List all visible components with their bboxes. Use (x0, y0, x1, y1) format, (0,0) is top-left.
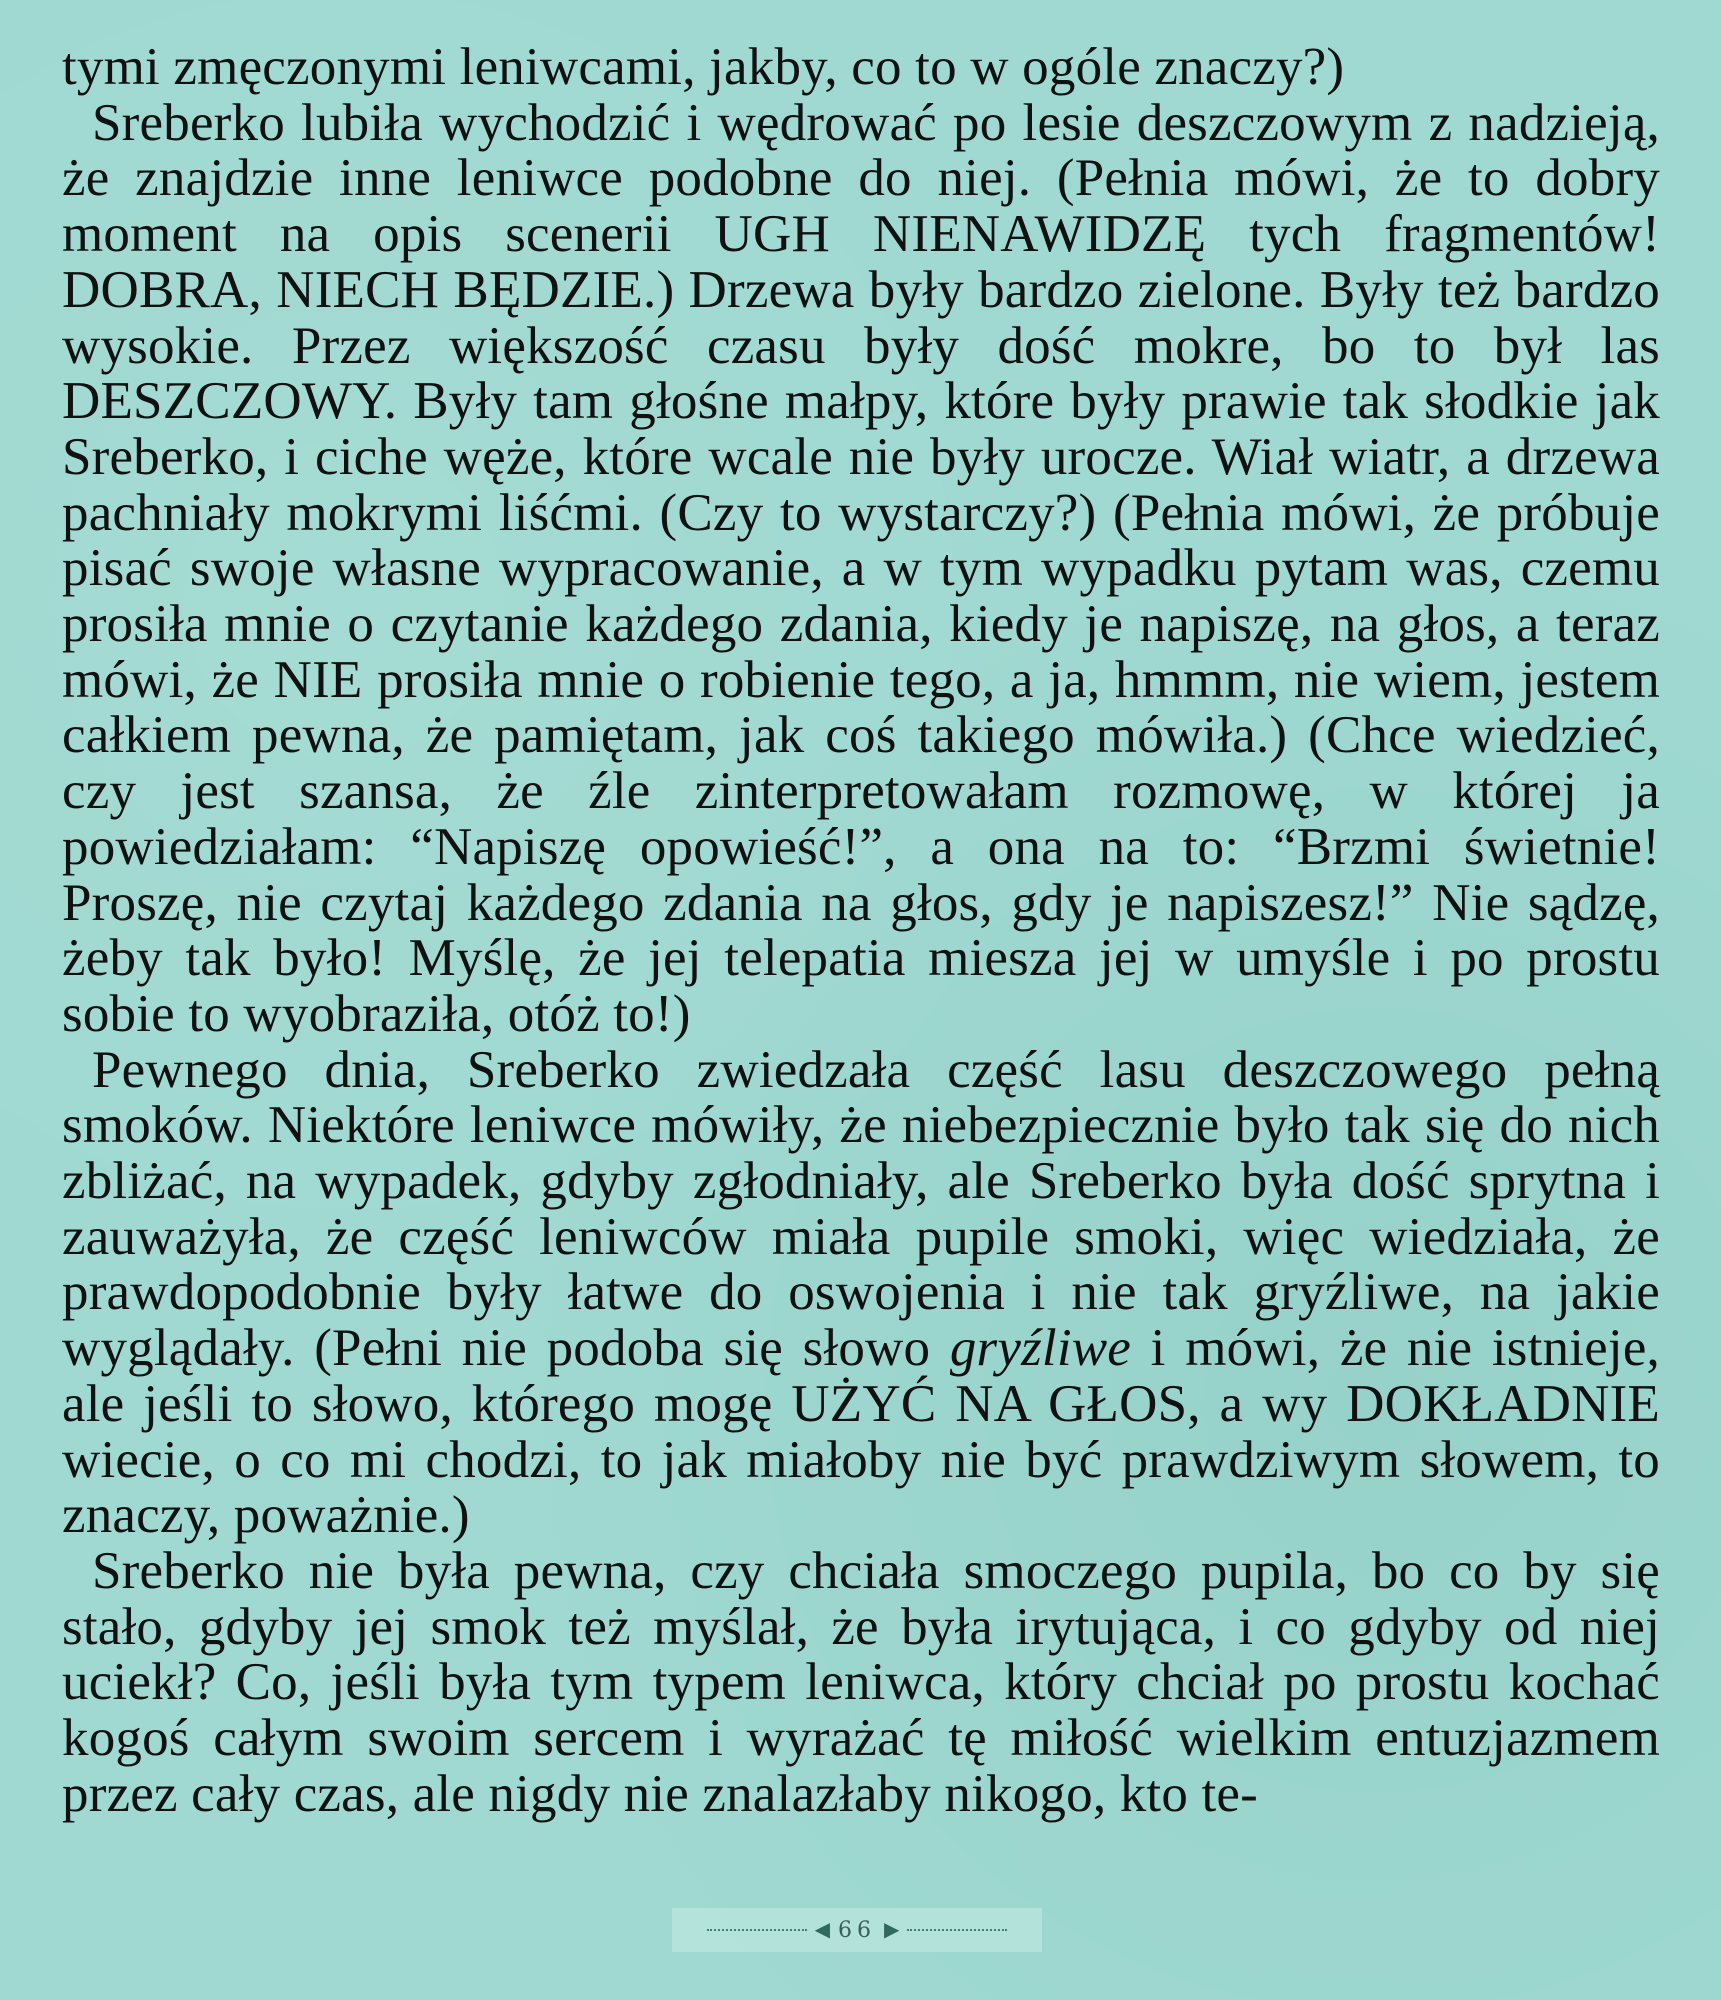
italic-word: gryźliwe (949, 1319, 1132, 1378)
paragraph-continuation: tymi zmęczonymi leniwcami, jakby, co to w ogóle znaczy?) (62, 38, 1345, 96)
paragraph-dragons-text-2: i mówi, że nie istnieje, ale jeśli to słowo, którego mogę UŻYĆ NA GŁOS, a wy DOKŁADNIE wiecie, o co mi chodzi, to jak miałoby nie być prawdziwym słowem, to znaczy, poważnie.) (62, 1319, 1660, 1545)
ornament-arrow-left-icon: ◀ (814, 1919, 830, 1941)
footer-rule-right (907, 1929, 1007, 1931)
paragraph-dragons (62, 1040, 1660, 1545)
ornament-arrow-right-icon: ▶ (884, 1919, 900, 1941)
footer-rule-left (707, 1929, 807, 1931)
paragraph-rainforest: Sreberko lubiła wychodzić i wędrować po lesie deszczowym z nadzieją, że znajdzie inne leniwce podobne do niej. (Pełnia mówi, że to dobry moment na opis scenerii UGH NIENAWIDZĘ tych fragmentów! DOBRA, NIECH BĘDZIE.) Drzewa były bardzo zielone. Były też bardzo wysokie. Przez większość czasu były dość mokre, bo to był las DESZCZOWY. Były tam głośne małpy, które były prawie tak słodkie jak Sreberko, i ciche węże, które wcale nie były urocze. Wiał wiatr, a drzewa pachniały mokrymi liśćmi. (Czy to wystarczy?) (Pełnia mówi, że próbuje pisać swoje własne wypracowanie, a w tym wypadku pytam was, czemu prosiła mnie o czytanie każdego zdania, kiedy je napiszę, na głos, a teraz mówi, że NIE prosiła mnie o robienie tego, a ja, hmmm, nie wiem, jestem całkiem pewna, że pamiętam, jak coś takiego mówiła.) (Chce wiedzieć, czy jest szansa, że źle zinterpretowałam rozmowę, w której ja powiedziałam: “Napiszę opowieść!”, a ona na to: “Brzmi świetnie! Proszę, nie czytaj każdego zdania na głos, gdy je napiszesz!” Nie sądzę, żeby tak było! Myślę, że jej telepatia miesza jej w umyśle i po prostu sobie to wyobraziła, otóż to!) (62, 93, 1660, 1043)
paragraph-pet-doubt: Sreberko nie była pewna, czy chciała smoczego pupila, bo co by się stało, gdyby jej smok też myślał, że była irytująca, i co gdyby od niej uciekł? Co, jeśli była tym typem leniwca, który chciał po prostu kochać kogoś całym swoim sercem i wyrażać tę miłość wielkim entuzjazmem przez cały czas, ale nigdy nie znalazłaby nikogo, kto te- (62, 1541, 1660, 1823)
page-footer (672, 1908, 1042, 1952)
paragraph-dragons-text-1: Pewnego dnia, Sreberko zwiedzała część lasu deszczowego pełną smoków. Niektóre leniwce mówiły, że niebezpiecznie było tak się do nich zbliżać, na wypadek, gdyby zgłodniały, ale Sreberko była dość sprytna i zauważyła, że część leniwców miała pupile smoki, więc wiedziała, że prawdopodobnie były łatwe do oswojenia i nie tak gryźliwe, na jakie wyglądały. (Pełni nie podoba się słowo (62, 1040, 1660, 1378)
body-text (62, 40, 1660, 1823)
page-number: 66 (838, 1917, 876, 1943)
